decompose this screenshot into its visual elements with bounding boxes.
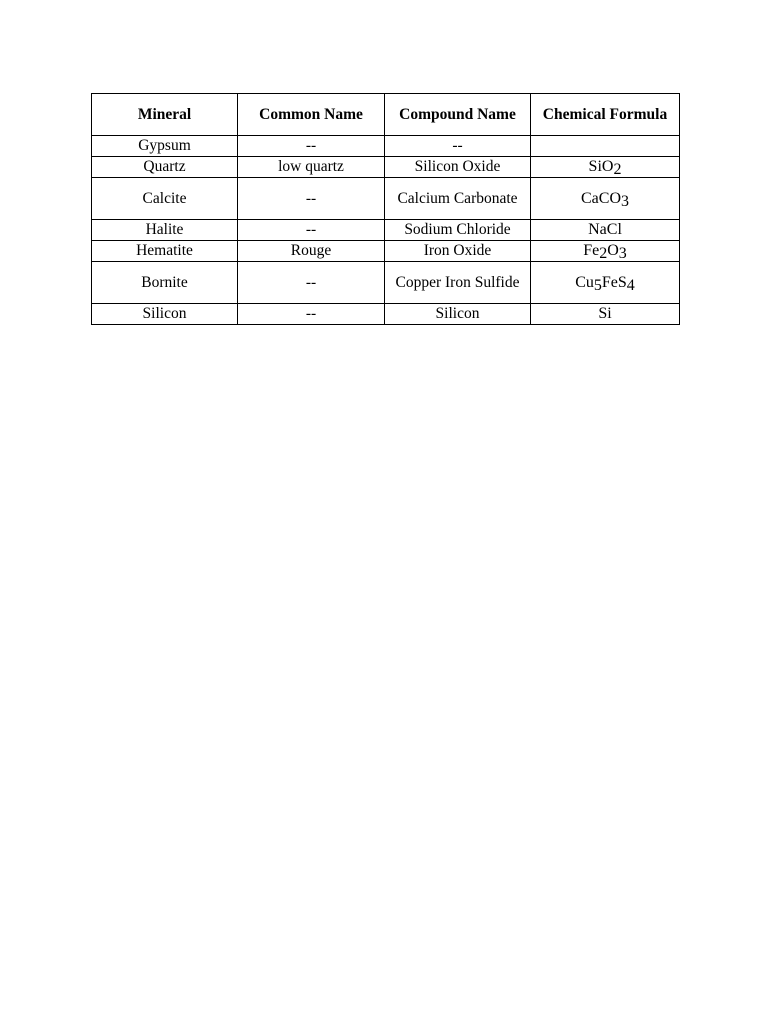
formula-element: Si <box>588 158 602 175</box>
compound-name-cell: Iron Oxide <box>385 241 531 262</box>
chemical-formula-cell <box>531 136 680 157</box>
header-chemical-formula: Chemical Formula <box>531 94 680 136</box>
common-name-cell: -- <box>238 178 385 220</box>
formula-element: Cu <box>575 273 594 291</box>
formula-subscript: 3 <box>618 245 627 262</box>
header-mineral: Mineral <box>92 94 238 136</box>
compound-name-cell: Silicon Oxide <box>385 157 531 178</box>
mineral-cell: Bornite <box>92 262 238 304</box>
compound-name-cell: Sodium Chloride <box>385 220 531 241</box>
formula-subscript: 2 <box>613 161 622 178</box>
mineral-cell: Silicon <box>92 304 238 325</box>
mineral-cell: Calcite <box>92 178 238 220</box>
mineral-cell: Quartz <box>92 157 238 178</box>
common-name-cell: -- <box>238 304 385 325</box>
formula-subscript: 3 <box>621 192 629 210</box>
formula-element: NaCl <box>588 221 622 238</box>
table-row <box>92 220 680 241</box>
table-body <box>92 136 680 325</box>
compound-name-cell: -- <box>385 136 531 157</box>
compound-name-cell: Copper Iron Sulfide <box>385 262 531 304</box>
common-name-cell: Rouge <box>238 241 385 262</box>
chemical-formula-cell <box>531 178 680 220</box>
table-row <box>92 304 680 325</box>
table-row <box>92 157 680 178</box>
table-row <box>92 178 680 220</box>
mineral-cell: Hematite <box>92 241 238 262</box>
compound-name-cell: Silicon <box>385 304 531 325</box>
header-common-name: Common Name <box>238 94 385 136</box>
table-row <box>92 136 680 157</box>
chemical-formula-cell <box>531 157 680 178</box>
common-name-cell: -- <box>238 262 385 304</box>
chemical-formula-cell <box>531 241 680 262</box>
header-row <box>92 94 680 136</box>
common-name-cell: -- <box>238 220 385 241</box>
common-name-cell: -- <box>238 136 385 157</box>
mineral-cell: Halite <box>92 220 238 241</box>
header-compound-name: Compound Name <box>385 94 531 136</box>
formula-element: Si <box>598 305 612 322</box>
formula-element: CaCO <box>581 189 621 207</box>
chemical-formula-cell <box>531 262 680 304</box>
formula-subscript: 5 <box>593 276 602 294</box>
table-header <box>92 94 680 136</box>
chemical-formula-cell <box>531 304 680 325</box>
formula-subscript: 4 <box>626 276 635 294</box>
table-row <box>92 241 680 262</box>
compound-name-cell: Calcium Carbonate <box>385 178 531 220</box>
formula-element: Fe <box>583 242 600 259</box>
mineral-cell: Gypsum <box>92 136 238 157</box>
formula-element: O <box>601 158 614 175</box>
minerals-table <box>91 93 680 325</box>
formula-element: O <box>607 242 619 259</box>
formula-element: FeS <box>601 273 627 291</box>
formula-subscript: 2 <box>599 245 608 262</box>
common-name-cell: low quartz <box>238 157 385 178</box>
table-row <box>92 262 680 304</box>
chemical-formula-cell <box>531 220 680 241</box>
